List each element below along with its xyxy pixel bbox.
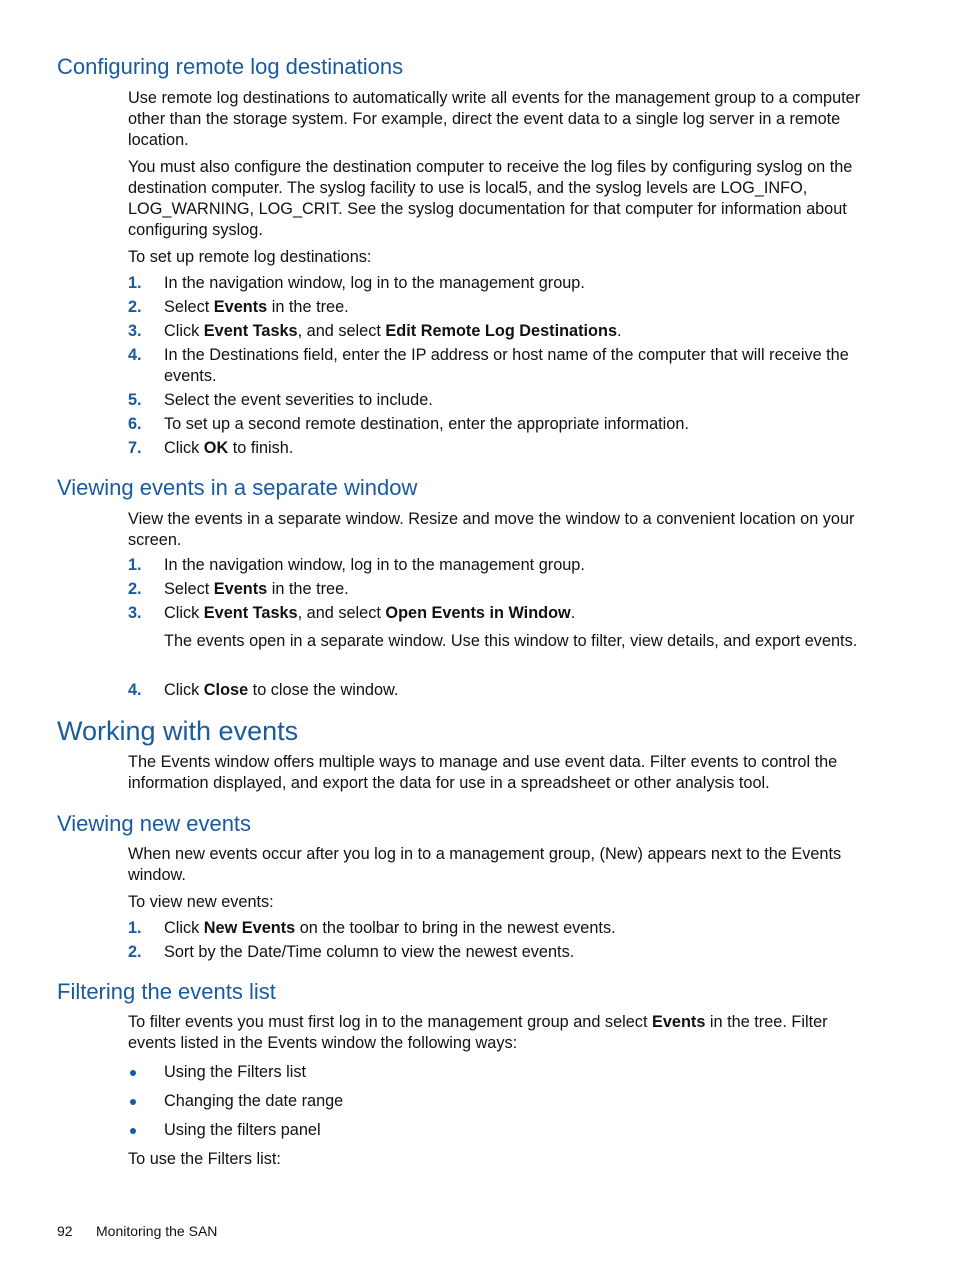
step-number: 2.: [128, 943, 142, 961]
step-number: 3.: [128, 604, 142, 622]
section-heading-filtering: Filtering the events list: [57, 979, 276, 1004]
step-text: In the navigation window, log in to the management group.: [164, 556, 585, 574]
paragraph: Use remote log destinations to automatically write all events for the management group to a computer other than the storage system. For example, direct the event data to a single log server in a remote location.: [128, 89, 861, 149]
paragraph: To set up remote log destinations:: [128, 248, 372, 266]
step-text: Click Event Tasks, and select Edit Remote Log Destinations.: [164, 322, 622, 340]
step-text: Select Events in the tree.: [164, 298, 349, 316]
bullet-icon: [130, 1128, 136, 1134]
ui-term: Close: [203, 681, 249, 699]
section-heading-separate-window: Viewing events in a separate window: [57, 475, 418, 500]
step-text: Click Event Tasks, and select Open Events in Window.: [164, 604, 576, 622]
step-number: 1.: [128, 274, 142, 292]
ui-term: Events: [213, 298, 268, 316]
step-text: Select Events in the tree.: [164, 580, 349, 598]
step-text: Click Close to close the window.: [164, 681, 399, 699]
bullet-text: Using the filters panel: [164, 1121, 321, 1139]
step-number: 2.: [128, 298, 142, 316]
section-heading-new-events: Viewing new events: [57, 811, 252, 836]
ui-term: Event Tasks: [203, 322, 298, 340]
bullet-icon: [130, 1099, 136, 1105]
step-number: 3.: [128, 322, 142, 340]
step-note: The events open in a separate window. Use this window to filter, view details, and export events.: [164, 632, 858, 650]
step-text: In the navigation window, log in to the management group.: [164, 274, 585, 292]
ui-term: OK: [203, 439, 229, 457]
step-number: 6.: [128, 415, 142, 433]
step-number: 1.: [128, 556, 142, 574]
paragraph: To use the Filters list:: [128, 1150, 281, 1168]
step-text: Select the event severities to include.: [164, 391, 433, 409]
step-text: Click New Events on the toolbar to bring in the newest events.: [164, 919, 616, 937]
paragraph: To view new events:: [128, 893, 274, 911]
page-number: 92: [57, 1223, 73, 1239]
step-text: In the Destinations field, enter the IP address or host name of the computer that will receive the events.: [164, 346, 849, 385]
ui-term: New Events: [203, 919, 296, 937]
paragraph: To filter events you must first log in to the management group and select Events in the tree. Filter events listed in the Events window the following ways:: [128, 1013, 828, 1052]
paragraph: The Events window offers multiple ways to manage and use event data. Filter events to control the information displayed, and export the data for use in a spreadsheet or other analysis tool.: [128, 753, 838, 792]
section-heading-remote-log: Configuring remote log destinations: [57, 54, 404, 79]
step-number: 4.: [128, 346, 142, 364]
step-text: Click OK to finish.: [164, 439, 294, 457]
bullet-icon: [130, 1070, 136, 1076]
step-number: 2.: [128, 580, 142, 598]
step-number: 4.: [128, 681, 142, 699]
ui-term: Edit Remote Log Destinations: [385, 322, 617, 340]
paragraph: When new events occur after you log in to a management group, (New) appears next to the Events window.: [128, 845, 842, 884]
paragraph: View the events in a separate window. Resize and move the window to a convenient location on your screen.: [128, 510, 855, 549]
step-number: 1.: [128, 919, 142, 937]
ui-term: Events: [213, 580, 268, 598]
paragraph: You must also configure the destination computer to receive the log files by configuring syslog on the destination computer. The syslog facility to use is local5, and the syslog levels are LOG_INFO, LOG_WARNING, LOG_CRIT. See the syslog documentation for that computer for information about configuring syslog.: [128, 158, 853, 239]
chapter-heading-working: Working with events: [57, 716, 299, 746]
bullet-text: Changing the date range: [164, 1092, 344, 1110]
step-text: To set up a second remote destination, enter the appropriate information.: [164, 415, 689, 433]
footer-chapter-title: Monitoring the SAN: [96, 1223, 218, 1239]
ui-term: Events: [652, 1013, 706, 1031]
ui-term: Event Tasks: [203, 604, 298, 622]
step-text: Sort by the Date/Time column to view the newest events.: [164, 943, 575, 961]
step-number: 7.: [128, 439, 142, 457]
ui-term: Open Events in Window: [385, 604, 571, 622]
bullet-text: Using the Filters list: [164, 1063, 307, 1081]
step-number: 5.: [128, 391, 142, 409]
